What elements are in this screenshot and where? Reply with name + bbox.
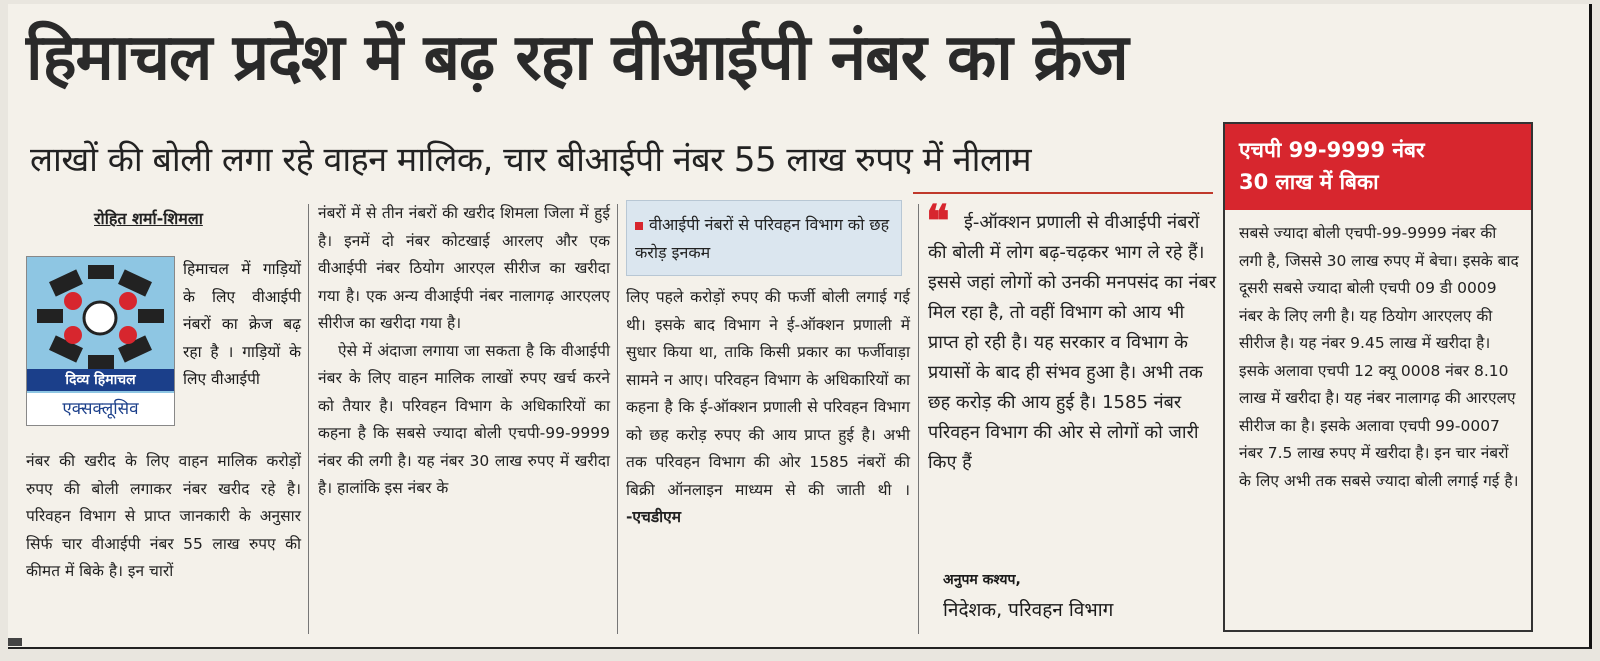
sidebar-heading <box>1225 124 1531 210</box>
col2-paragraph-1: नंबरों में से तीन नंबरों की खरीद शिमला जिला में हुई है। इनमें दो नंबर कोटखाई आरलए और एक वीआईपी नंबर ठियोग आरएल सीरीज का खरीदा गया है। एक अन्य वीआईपी नंबर नालागढ़ आरएलए सीरीज का खरीदा गया है। <box>318 204 610 332</box>
column-divider <box>617 204 618 634</box>
sidebar-box <box>1223 122 1533 632</box>
sidebar-heading-line2: 30 लाख में बिका <box>1239 170 1379 194</box>
sidebar-body: सबसे ज्यादा बोली एचपी-99-9999 नंबर की लगी है, जिससे 30 लाख रुपए में बेचा। इसके बाद दूसरी सबसे ज्यादा बोली एचपी 09 डी 0009 नंबर के लिए लगी है। यह ठियोग आरएलए की सीरीज है। यह नंबर 9.45 लाख में खरीदा है। इसके अलावा एचपी 12 क्यू 0008 नंबर 8.10 लाख में खरीदा है। यह नंबर नालागढ़ की आरएलए सीरीज का है। इसके अलावा एचपी 99-0007 नंबर 7.5 लाख रुपए में खरीदा है। इन चार नंबरों के लिए अभी तक सबसे ज्यादा बोली लगाई गई है। <box>1239 224 1519 490</box>
col2-text <box>318 200 610 503</box>
col3-signoff: -एचडीएम <box>626 508 681 526</box>
logo-band: दिव्य हिमाचल <box>27 369 174 391</box>
subheadline: लाखों की बोली लगा रहे वाहन मालिक, चार बीआईपी नंबर 55 लाख रुपए में नीलाम <box>30 140 1032 180</box>
headline: हिमाचल प्रदेश में बढ़ रहा वीआईपी नंबर का क्रेज <box>26 21 1128 95</box>
col1-body: नंबर की खरीद के लिए वाहन मालिक करोड़ों रुपए की बोली लगाकर नंबर खरीद रहे है। परिवहन विभाग से प्राप्त जानकारी के अनुसार सिर्फ चार वीआईपी नंबर 55 लाख रुपए की कीमत में बिके है। इन चारों <box>26 452 301 580</box>
red-bullet-icon <box>635 222 643 230</box>
sidebar-heading-line1: एचपी 99-9999 नंबर <box>1239 138 1425 162</box>
subheadline-rule <box>913 192 1213 194</box>
column-divider <box>308 204 309 634</box>
wheels-logo-icon <box>33 263 168 373</box>
quote-text: ई-ऑक्शन प्रणाली से वीआईपी नंबरों की बोली में लोग बढ़-चढ़कर भाग ले रहे हैं। इससे जहां लोगों को उनकी मनपसंद का नंबर मिल रहा है, तो वहीं विभाग को आय भी प्राप्त हो रही है। यह सरकार व विभाग के प्रयासों के बाद ही संभव हुआ है। अभी तक छह करोड़ की आय हुई है। 1585 नंबर परिवहन विभाग की ओर से लोगों को जारी किए हैं <box>928 212 1217 473</box>
highlight-text <box>635 211 897 267</box>
corner-mark <box>8 638 22 646</box>
newspaper-clipping <box>8 4 1592 649</box>
quote-author: अनुपम कश्यप, <box>943 572 1021 588</box>
quote-mark-icon: ❝ <box>926 196 950 247</box>
highlight-label: वीआईपी नंबरों से परिवहन विभाग को छह करोड़ इनकम <box>635 215 890 262</box>
exclusive-logo <box>26 256 175 426</box>
column-divider <box>918 204 919 634</box>
col3-body <box>626 284 910 532</box>
col1-inset-text: हिमाचल में गाड़ियों के लिए वीआईपी नंबरों का क्रेज बढ़ रहा है । गाड़ियों के लिए वीआईपी <box>183 260 301 388</box>
byline: रोहित शर्मा-शिमला <box>94 209 203 228</box>
col3-body-text: लिए पहले करोड़ों रुपए की फर्जी बोली लगाई गई थी। इसके बाद विभाग ने ई-ऑक्शन प्रणाली में सुधार किया था, ताकि किसी प्रकार का फर्जीवाड़ा सामने न आए। परिवहन विभाग के अधिकारियों का कहना है कि ई-ऑक्शन प्रणाली से परिवहन विभाग को छह करोड़ रुपए की आय प्राप्त हुई है। अभी तक परिवहन विभाग की ओर 1585 नंबरों की बिक्री ऑनलाइन माध्यम से की जाती थी । <box>626 288 910 499</box>
quote-designation: निदेशक, परिवहन विभाग <box>943 599 1114 621</box>
logo-label: एक्सक्लूसिव <box>27 393 174 425</box>
highlight-box <box>626 200 902 276</box>
col2-paragraph-2: ऐसे में अंदाजा लगाया जा सकता है कि वीआईपी नंबर के लिए वाहन मालिक लाखों रुपए खर्च करने को तैयार है। परिवहन विभाग के अधिकारियों का कहना है कि सबसे ज्यादा बोली एचपी-99-9999 नंबर की लगी है। यह नंबर 30 लाख रुपए में खरीदा है। हालांकि इस नंबर के <box>318 341 610 497</box>
